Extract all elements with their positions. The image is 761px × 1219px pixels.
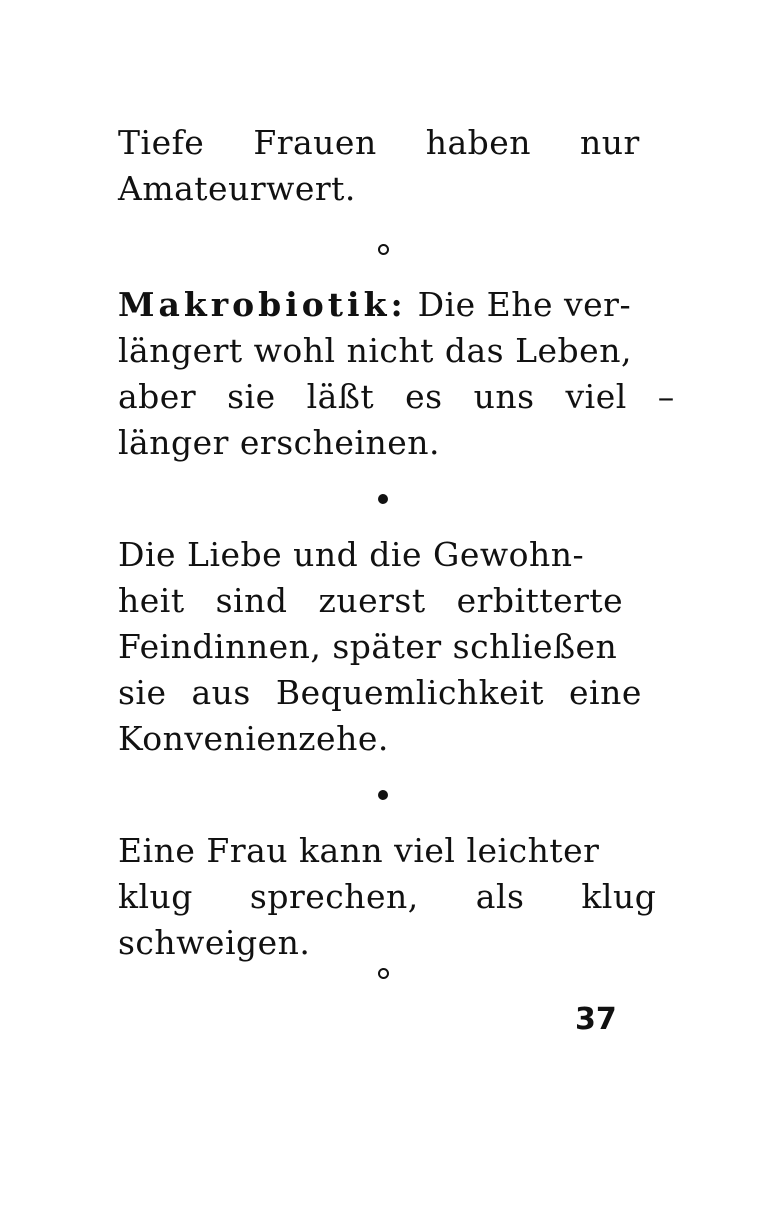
section-ornament-1: [378, 244, 389, 255]
aphorism-2-line-1-text: Die Ehe ver-: [406, 285, 632, 324]
aphorism-3-line-5: Konvenienzehe.: [118, 719, 389, 758]
aphorism-3-line-4: sie aus Bequemlichkeit eine: [118, 673, 642, 712]
aphorism-1-line-1-text: Tiefe Frauen haben nur: [118, 123, 640, 162]
page-number: 37: [575, 1002, 617, 1037]
section-ornament-3: [378, 790, 388, 800]
aphorism-1: [118, 120, 658, 212]
aphorism-3-line-2: heit sind zuerst erbitterte: [118, 581, 624, 620]
aphorism-2-line-3: aber sie läßt es uns viel –: [118, 377, 675, 416]
aphorism-3-line-3: Feindinnen, später schließen: [118, 627, 618, 666]
section-ornament-4: [378, 968, 389, 979]
aphorism-2: [118, 282, 675, 466]
aphorism-1-line-2: Amateurwert.: [118, 169, 356, 208]
aphorism-3: [118, 532, 658, 762]
aphorism-2-line-2: längert wohl nicht das Leben,: [118, 331, 632, 370]
aphorism-4: [118, 828, 658, 966]
aphorism-4-line-3: schweigen.: [118, 923, 311, 962]
aphorism-1-line-1: [118, 120, 658, 166]
aphorism-4-line-2: klug sprechen, als klug: [118, 877, 657, 916]
aphorism-2-line-4: länger erscheinen.: [118, 423, 440, 462]
aphorism-3-line-1: Die Liebe und die Gewohn-: [118, 535, 585, 574]
aphorism-4-line-1: Eine Frau kann viel leichter: [118, 831, 600, 870]
aphorism-2-lead: Makrobiotik:: [118, 285, 407, 324]
section-ornament-2: [378, 494, 388, 504]
aphorism-2-line-1: [118, 282, 658, 328]
